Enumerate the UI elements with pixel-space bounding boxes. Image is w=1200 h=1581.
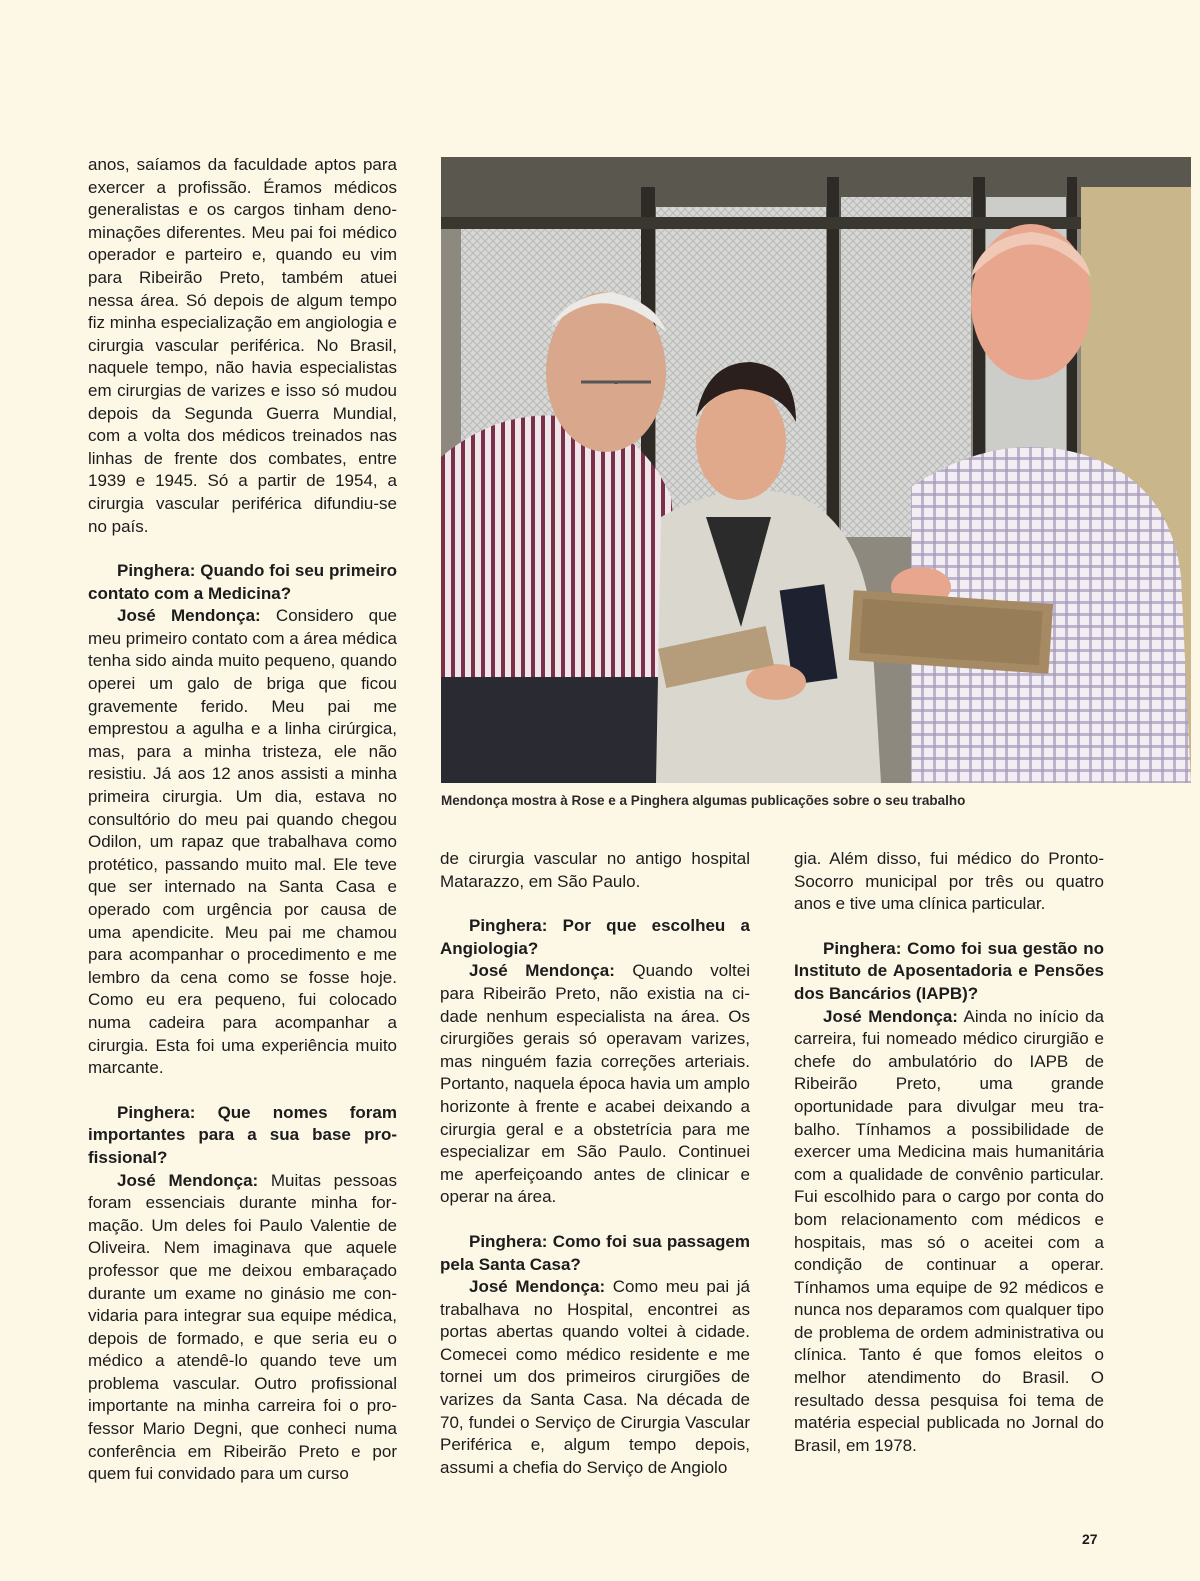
interview-question: Pinghera: Como foi sua gestão no Instituto de Aposentadoria e Pensões dos Bancários (IAPB)? — [794, 938, 1104, 1003]
interview-question: Pinghera: Como foi sua passagem pela Santa Casa? — [440, 1231, 750, 1274]
interview-question: Pinghera: Por que escolheu a Angiologia? — [440, 916, 750, 958]
speaker-name: José Mendonça: — [469, 1277, 606, 1297]
article-column-3 — [794, 848, 1104, 1457]
speaker-name: José Mendonça: — [469, 961, 615, 981]
answer-text: Quando voltei para Ribeirão Preto, não existia na cidade nenhum especialista na área. Os cirurgiões gerais só operavam varizes, mas ninguém fazia correções arteriais. Portanto, naquela época havia um amplo horizonte à frente e acabei deixando a cirurgia geral e a obstetrícia para me especializar em São Paulo. Continuei me aperfeiçoando antes de clinicar e operar na área. — [440, 961, 750, 1207]
interview-answer — [88, 605, 397, 1079]
article-column-1 — [88, 154, 397, 1486]
interview-answer — [440, 960, 750, 1209]
answer-text: Muitas pessoas foram essenciais durante minha formação. Um deles foi Paulo Valentie de Oliveira. Nem imaginava que aquele professor que me deixou embaraçado durante um exame no ginásio me convidaria para integrar sua equipe médica, depois de formado, e que seria eu o médico a atendê-lo quando teve um problema vascular. Outro profissional importante na minha carreira foi o professor Mario Degni, que conheci numa conferência em Ribeirão Preto e por quem fui convidado para um curso — [88, 1170, 397, 1484]
answer-text: Ainda no início da carreira, fui nomeado médico cirurgião e chefe do ambulatório do IAPB de Ribeirão Preto, uma grande oportunidade para divulgar meu trabalho. Tínhamos a possibilidade de exercer uma Medicina mais humanitária com a qualidade de convênio particular. Fui escolhido para o cargo por conta do bom relacionamento com médicos e hospitais, mas só o aceitei com a condição de continuar a operar. Tínhamos uma equipe de 92 médicos e nunca nos deparamos com qualquer tipo de problema de ordem administrativa ou clínica. Tanto é que fomos eleitos o melhor atendimento do Brasil. O resultado dessa pesquisa foi tema de matéria especial publicada no Jornal do Brasil, em 1978. — [794, 1006, 1104, 1455]
article-column-2 — [440, 848, 750, 1479]
paragraph: de cirurgia vascular no antigo hospital Matarazzo, em São Paulo. — [440, 849, 750, 891]
photo-illustration — [441, 157, 1191, 783]
interview-answer — [440, 1276, 750, 1479]
photo-caption: Mendonça mostra à Rose e a Pinghera algumas publicações sobre o seu trabalho — [441, 793, 966, 808]
paragraph: anos, saíamos da faculdade aptos para exercer a profissão. Éramos médicos generalistas e os cargos tinham denominações diferentes. Meu pai foi médico operador e parteiro e, quando eu vim para Ribeirão Preto, também atuei nessa área. Só depois de algum tempo fiz minha especialização em angiologia e cirurgia vascular periférica. No Brasil, naquele tempo, não havia especialistas em cirurgias de varizes e isso só mudou depois da Segunda Guerra Mundial, com a volta dos médicos treinados nas linhas de frente dos combates, entre 1939 e 1945. Só a partir de 1954, a cirurgia vascular periférica difundiu-se no país. — [88, 155, 398, 536]
interview-answer — [794, 1006, 1104, 1458]
speaker-name: José Mendonça: — [823, 1006, 958, 1026]
article-photo — [441, 157, 1191, 783]
speaker-name: José Mendonça: — [117, 606, 261, 626]
answer-text: Como meu pai já trabalhava no Hospital, encontrei as portas abertas quando voltei à cidade. Comecei como médico residente e me tornei um dos primeiros cirurgiões de varizes da Santa Casa. Na década de 70, fundei o Serviço de Cirurgia Vascular Periférica e, algum tempo depois, assumi a chefia do Serviço de Angiolo — [440, 1277, 750, 1477]
interview-question: Pinghera: Quando foi seu primeiro contato com a Medicina? — [88, 561, 397, 603]
paragraph: gia. Além disso, fui médico do Pronto-Socorro municipal por três ou quatro anos e tive uma clínica particular. — [794, 849, 1104, 914]
interview-question: Pinghera: Que nomes foram importantes para a sua base profissional? — [88, 1102, 397, 1167]
answer-text: Considero que meu primeiro contato com a área médica tenha sido ainda muito pequeno, quando operei um galo de briga que ficou gravemente ferido. Meu pai me emprestou a agulha e a linha cirúrgica, mas, para a minha tristeza, ele não resistiu. Já aos 12 anos assisti a minha primeira cirurgia. Um dia, estava no consultório do meu pai quando chegou Odilon, um rapaz que trabalhava como protético, passando muito mal. Ele teve que ser internado na Santa Casa e operado com urgência por causa de uma apendicite. Meu pai me chamou para acompanhar o procedimento e me lembro da cena como se fosse hoje. Como eu era pequeno, fui colocado numa cadeira para acompanhar a cirurgia. Esta foi uma experiência muito marcante. — [88, 606, 397, 1078]
page-number: 27 — [1082, 1531, 1098, 1547]
speaker-name: José Mendonça: — [117, 1170, 259, 1190]
interview-answer — [88, 1170, 397, 1486]
